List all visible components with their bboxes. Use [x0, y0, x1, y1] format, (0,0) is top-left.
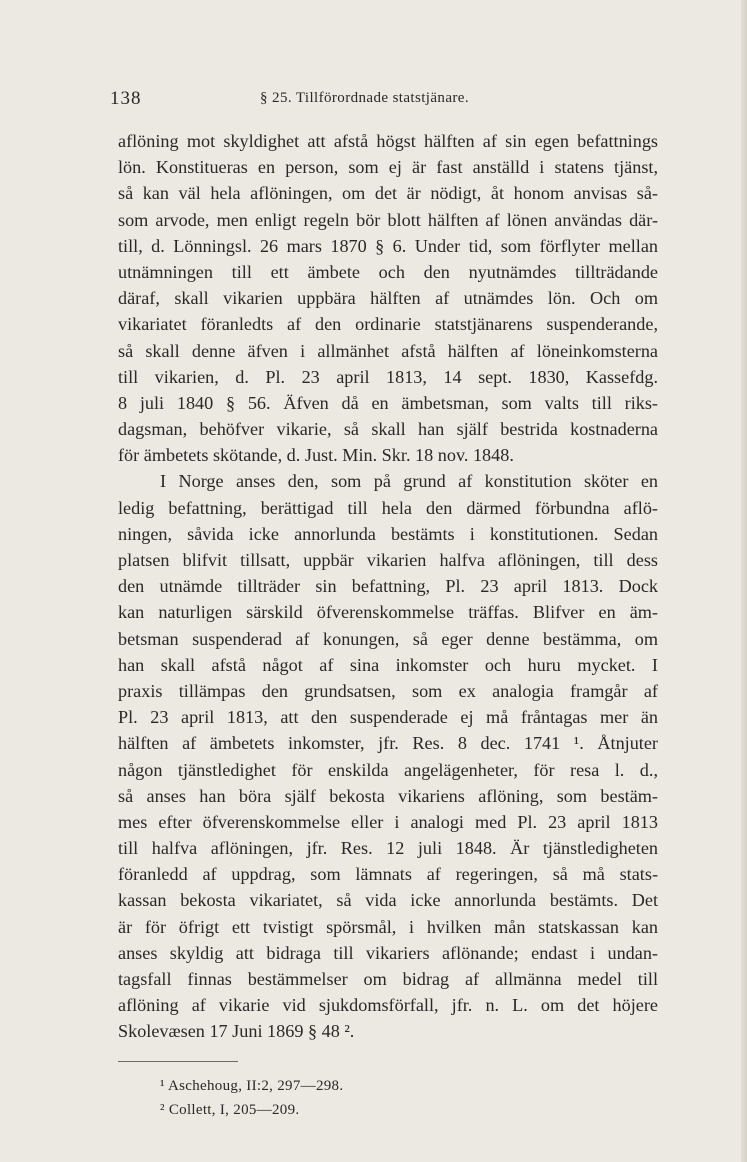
page-header	[110, 88, 650, 114]
text-line: så kan väl hela aflöningen, om det är nödigt, åt honom anvisas så-	[118, 183, 658, 204]
footnote: ² Collett, I, 205—209.	[160, 1101, 300, 1118]
text-line: däraf, skall vikarien uppbära hälften af utnämdes lön. Och om	[118, 288, 658, 309]
text-line: någon tjänstledighet för enskilda angelägenheter, för resa l. d.,	[118, 759, 658, 780]
text-line: praxis tillämpas den grundsatsen, som ex analogia framgår af	[118, 680, 658, 701]
text-line: mes efter öfverenskommelse eller i analogi med Pl. 23 april 1813	[118, 811, 658, 832]
page-edge	[741, 0, 747, 1162]
footnote-divider	[118, 1061, 238, 1062]
text-line: anses skyldig att bidraga till vikariers aflönande; endast i undan-	[118, 942, 658, 963]
footnote: ¹ Aschehoug, II:2, 297—298.	[160, 1077, 344, 1094]
text-line: så anses han böra själf bekosta vikariens aflöning, som bestäm-	[118, 785, 658, 806]
text-line: är för öfrigt ett tvistigt spörsmål, i hvilken mån statskassan kan	[118, 916, 658, 937]
text-line: platsen blifvit tillsatt, uppbär vikarien halfva aflöningen, till dess	[118, 550, 658, 570]
body-text	[118, 128, 658, 1122]
text-line: ledig befattning, berättigad till hela den därmed förbundna aflö-	[118, 497, 658, 518]
page-number: 138	[110, 88, 142, 109]
text-line: lön. Konstitueras en person, som ej är fast anställd i statens tjänst,	[118, 157, 658, 178]
running-head: § 25. Tillförordnade statstjänare.	[260, 90, 469, 106]
text-line: betsman suspenderad af konungen, så eger denne bestämma, om	[118, 628, 658, 649]
text-line: Pl. 23 april 1813, att den suspenderade ej må fråntagas mer än	[118, 707, 658, 728]
text-line: vikariatet föranledts af den ordinarie statstjänarens suspenderande,	[118, 314, 658, 335]
text-line: till halfva aflöningen, jfr. Res. 12 juli 1848. Är tjänstledigheten	[118, 838, 658, 859]
text-line: aflöning af vikarie vid sjukdomsförfall, jfr. n. L. om det höjere	[118, 995, 658, 1016]
text-line: till, d. Lönningsl. 26 mars 1870 § 6. Under tid, som förflyter mellan	[118, 235, 658, 256]
text-line: ningen, såvida icke annorlunda bestämts i konstitutionen. Sedan	[118, 523, 658, 544]
text-line: till vikarien, d. Pl. 23 april 1813, 14 sept. 1830, Kassefdg.	[118, 366, 658, 387]
text-line: aflöning mot skyldighet att afstå högst hälften af sin egen befattnings	[118, 131, 658, 151]
text-line: kan naturligen särskild öfverenskommelse träffas. Blifver en äm-	[118, 602, 658, 623]
text-line: den utnämde tillträder sin befattning, Pl. 23 april 1813. Dock	[118, 576, 658, 597]
text-line: tagsfall finnas bestämmelser om bidrag af allmänna medel till	[118, 969, 658, 989]
text-line: hälften af ämbetets inkomster, jfr. Res. 8 dec. 1741 ¹. Åtnjuter	[118, 733, 658, 754]
text-line: för ämbetets skötande, d. Just. Min. Skr. 18 nov. 1848.	[118, 445, 514, 466]
text-line: 8 juli 1840 § 56. Äfven då en ämbetsman, som valts till riks-	[118, 392, 658, 413]
text-line: utnämningen till ett ämbete och den nyutnämdes tillträdande	[118, 261, 658, 282]
text-line: kassan bekosta vikariatet, så vida icke annorlunda bestämts. Det	[118, 890, 658, 911]
text-line: dagsman, behöfver vikarie, så skall han själf bestrida kostnaderna	[118, 419, 658, 440]
text-line: Skolevæsen 17 Juni 1869 § 48 ².	[118, 1021, 355, 1042]
text-line: han skall afstå något af sina inkomster och huru mycket. I	[118, 654, 658, 675]
text-line: så skall denne äfven i allmänhet afstå hälften af löneinkomsterna	[118, 340, 658, 361]
text-line: föranledd af uppdrag, som lämnats af regeringen, så må stats-	[118, 864, 658, 885]
text-line: som arvode, men enligt regeln bör blott hälften af lönen användas där-	[118, 209, 658, 230]
text-line: I Norge anses den, som på grund af konstitution sköter en	[160, 471, 658, 492]
